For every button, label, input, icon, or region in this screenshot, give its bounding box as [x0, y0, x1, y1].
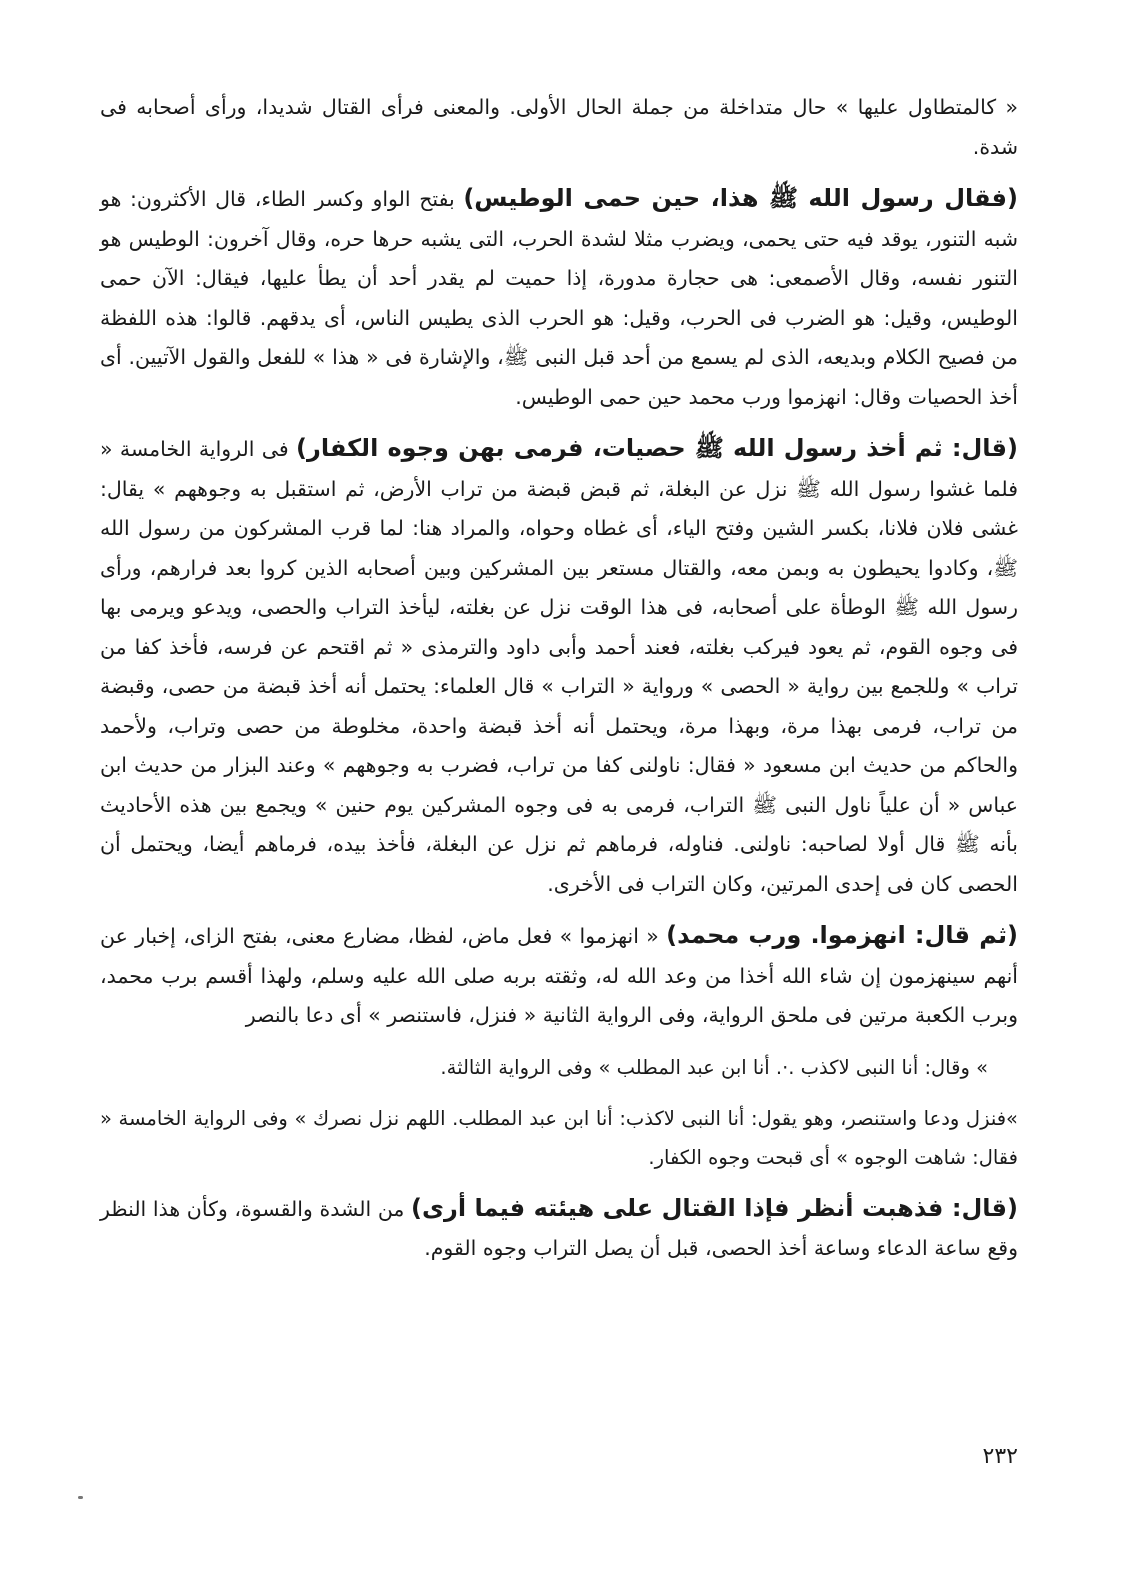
paragraph-2-text: بفتح الواو وكسر الطاء، قال الأكثرون: هو شبه التنور، يوقد فيه حتى يحمى، ويضرب مثلا لشدة الحرب، التى يشبه حرها حره، وقال آخرون: الوطيس هو التنور نفسه، وقال الأصمعى: هى حجارة مدورة، إذا حميت لم يقدر أحد أن يطأ عليها، فيقال: الآن حمى الوطيس، وقيل: هو الضرب فى الحرب، وقيل: هو الحرب الذى يطيس الناس، أى يدقهم. قالوا: هذه اللفظة من فصيح الكلام وبديعه، الذى لم يسمع من أحد قبل النبى ﷺ، والإشارة فى « هذا » للفعل والقول الآتيين. أى أخذ الحصيات وقال: انهزموا ورب محمد حين حمى الوطيس.	[100, 187, 1018, 409]
scan-mark	[78, 1496, 83, 1499]
paragraph-7-lead: (قال: فذهبت أنظر فإذا القتال على هيئته فيما أرى)	[411, 1193, 1018, 1222]
paragraph-3-text: فى الرواية الخامسة « فلما غشوا رسول الله ﷺ نزل عن البغلة، ثم قبض قبضة من تراب الأرض، ثم استقبل به وجوههم » يقال: غشى فلان فلانا، بكسر الشين وفتح الياء، أى غطاه وحواه، والمراد هنا: لما قرب المشركون من رسول الله ﷺ، وكادوا يحيطون به وبمن معه، والقتال مستعر بين المشركين وبين أصحابه الذين كروا بعد فرارهم، ورأى رسول الله ﷺ الوطأة على أصحابه، فى هذا الوقت نزل عن بغلته، ليأخذ التراب والحصى، ويدعو ويرمى بها فى وجوه القوم، ثم يعود فيركب بغلته، فعند أحمد وأبى داود والترمذى « ثم اقتحم عن فرسه، فأخذ كفا من تراب » وللجمع بين رواية « الحصى » ورواية « التراب » قال العلماء: يحتمل أنه أخذ قبضة من حصى، وقبضة من تراب، فرمى بهذا مرة، وبهذا مرة، ويحتمل أنه أخذ قبضة واحدة، مخلوطة من حصى وتراب، ولأحمد والحاكم من حديث ابن مسعود « فقال: ناولنى كفا من تراب، فضرب به وجوههم » وعند البزار من حديث ابن عباس « أن علياً ناول النبى ﷺ التراب، فرمى به فى وجوه المشركين يوم حنين » ويجمع بين هذه الأحاديث بأنه ﷺ قال أولا لصاحبه: ناولنى. فناوله، فرماهم ثم نزل عن البغلة، فأخذ بيده، فرماهم أيضا، ويحتمل أن الحصى كان فى إحدى المرتين، وكان التراب فى الأخرى.	[100, 437, 1018, 896]
paragraph-1-text: « كالمتطاول عليها » حال متداخلة من جملة الحال الأولى. والمعنى فرأى القتال شديدا، ورأى أصحابه فى شدة.	[100, 95, 1018, 159]
paragraph-2-lead: (فقال رسول الله ﷺ هذا، حين حمى الوطيس)	[463, 184, 1018, 212]
paragraph-4	[100, 916, 1018, 1036]
paragraph-5	[100, 1048, 1018, 1087]
page-number: ٢٣٢	[982, 1444, 1018, 1469]
paragraph-7-text: من الشدة والقسوة، وكأن هذا النظر وقع ساعة الدعاء وساعة أخذ الحصى، قبل أن يصل التراب وجوه القوم.	[100, 1196, 1018, 1260]
paragraph-2	[100, 179, 1018, 417]
paragraph-4-text: « انهزموا » فعل ماض، لفظا، مضارع معنى، بفتح الزاى، إخبار عن أنهم سينهزمون إن شاء الله أخذا من وعد الله له، وثقته بربه صلى الله عليه وسلم، ولهذا أقسم برب محمد، وبرب الكعبة مرتين فى ملحق الرواية، وفى الرواية الثانية « فنزل، فاستنصر » أى دعا بالنصر	[100, 924, 1018, 1027]
paragraph-7	[100, 1189, 1018, 1269]
paragraph-3-lead: (قال: ثم أخذ رسول الله ﷺ حصيات، فرمى بهن وجوه الكفار)	[296, 434, 1018, 462]
paragraph-6	[100, 1099, 1018, 1177]
paragraph-1	[100, 88, 1018, 167]
paragraph-3	[100, 429, 1018, 904]
page-body	[100, 88, 1018, 1281]
paragraph-5-text: » وقال: أنا النبى لاكذب .·. أنا ابن عبد المطلب » وفى الرواية الثالثة.	[440, 1055, 988, 1079]
paragraph-4-lead: (ثم قال: انهزموا. ورب محمد)	[666, 921, 1018, 949]
paragraph-6-text: »فنزل ودعا واستنصر، وهو يقول: أنا النبى لاكذب: أنا ابن عبد المطلب. اللهم نزل نصرك » وفى الرواية الخامسة « فقال: شاهت الوجوه » أى قبحت وجوه الكفار.	[100, 1106, 1018, 1169]
